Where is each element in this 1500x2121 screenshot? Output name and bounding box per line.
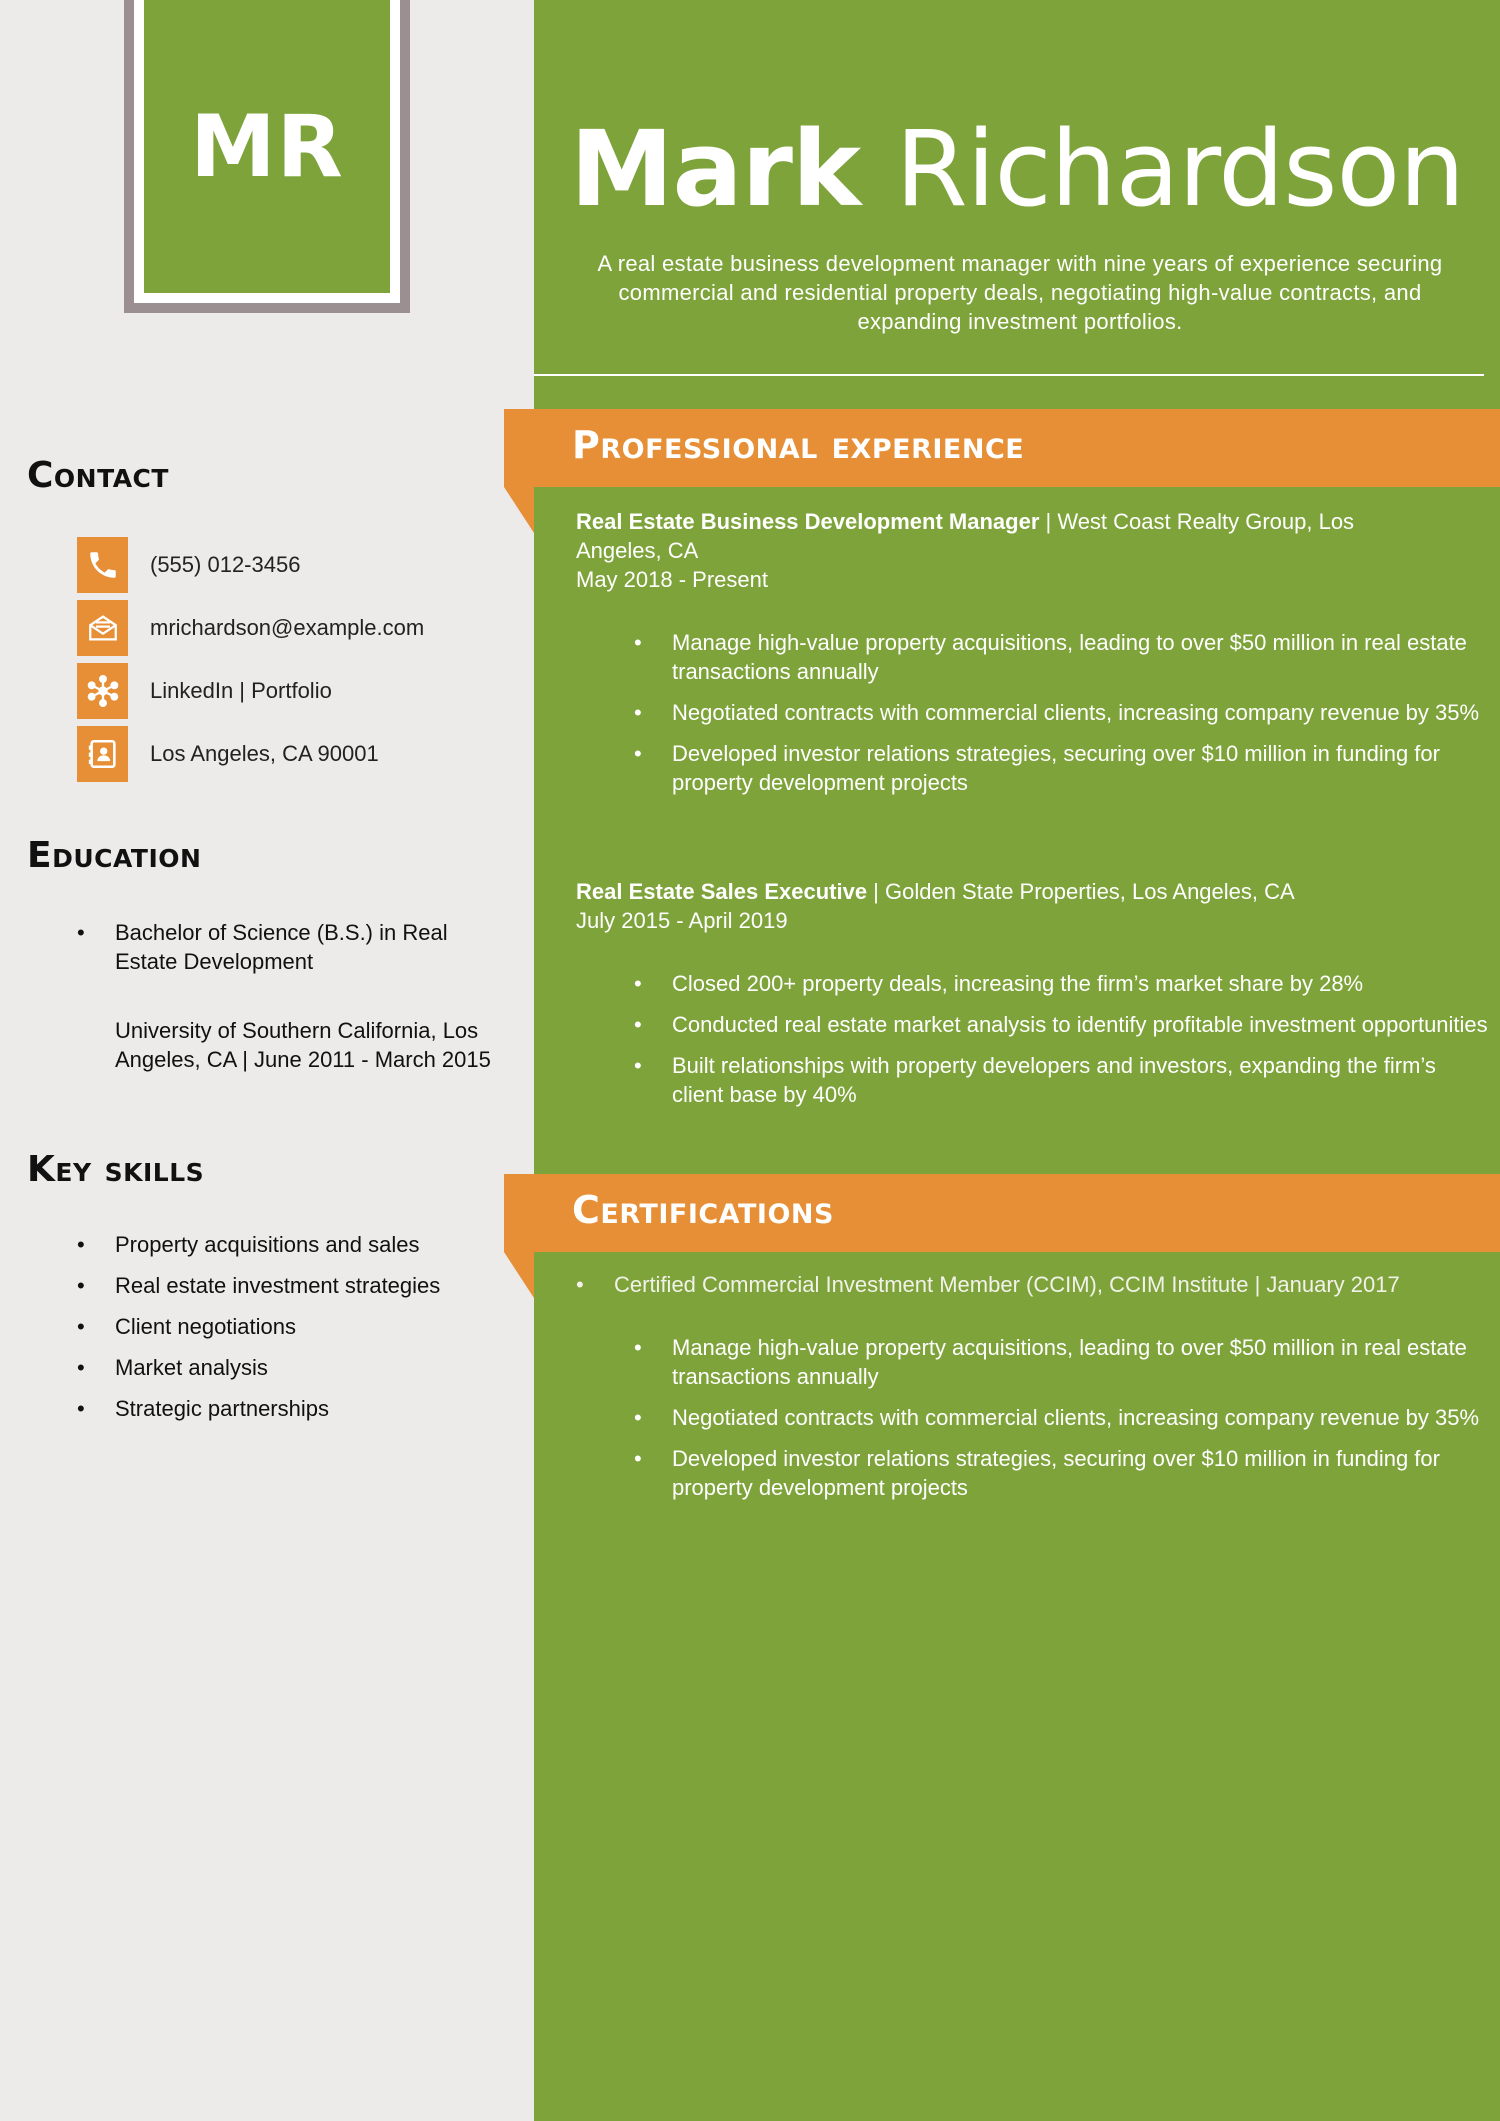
list-item: • Market analysis	[77, 1353, 497, 1382]
job-role: Real Estate Business Development Manager	[576, 509, 1040, 534]
education-list	[77, 918, 497, 976]
contact-phone	[77, 537, 517, 593]
job-company: | Golden State Properties, Los Angeles, CA	[867, 879, 1295, 904]
job-header	[576, 507, 1426, 594]
job-dates: July 2015 - April 2019	[576, 908, 788, 933]
list-item: • Negotiated contracts with commercial clients, increasing company revenue by 35%	[634, 1403, 1489, 1432]
monogram-box	[144, 0, 390, 293]
list-item: • Manage high-value property acquisitions, leading to over $50 million in real estate transactions annually	[634, 1333, 1489, 1391]
skills-heading: Key skills	[27, 1149, 205, 1190]
certification-item: • Certified Commercial Investment Member (CCIM), CCIM Institute | January 2017	[576, 1270, 1476, 1299]
certifications-banner	[504, 1174, 1500, 1252]
contact-address-text: Los Angeles, CA 90001	[150, 741, 379, 766]
experience-banner-fold	[504, 487, 534, 533]
job-company: | West Coast Realty Group, Los Angeles, CA	[576, 509, 1355, 563]
contact-email	[77, 600, 517, 656]
list-item: • Negotiated contracts with commercial clients, increasing company revenue by 35%	[634, 698, 1489, 727]
list-item: • Conducted real estate market analysis to identify profitable investment opportunities	[634, 1010, 1489, 1039]
last-name: Richardson	[895, 108, 1464, 230]
list-item: • Property acquisitions and sales	[77, 1230, 497, 1259]
certifications-banner-fold	[504, 1252, 534, 1298]
contact-address	[77, 726, 517, 782]
summary: A real estate business development manager with nine years of experience securing commercial and residential property deals, negotiating high-value contracts, and expanding investment portfolios.	[597, 251, 1443, 334]
job-bullets	[634, 628, 1489, 809]
contact-links-text[interactable]: LinkedIn | Portfolio	[150, 678, 332, 703]
network-icon	[77, 663, 128, 719]
job-role: Real Estate Sales Executive	[576, 879, 868, 904]
contact-list	[77, 537, 517, 789]
list-item: • Real estate investment strategies	[77, 1271, 497, 1300]
address-card-icon	[77, 726, 128, 782]
list-item: • Developed investor relations strategies, securing over $10 million in funding for property development projects	[634, 1444, 1489, 1502]
candidate-name	[534, 108, 1500, 230]
monogram: MR	[190, 96, 344, 197]
list-item: • Client negotiations	[77, 1312, 497, 1341]
job-bullets	[634, 969, 1489, 1121]
list-item: • Manage high-value property acquisitions, leading to over $50 million in real estate transactions annually	[634, 628, 1489, 686]
contact-email-text: mrichardson@example.com	[150, 615, 425, 640]
job-dates: May 2018 - Present	[576, 567, 768, 592]
monogram-frame	[124, 0, 410, 313]
phone-icon	[77, 537, 128, 593]
job-header	[576, 877, 1426, 935]
list-item: • Strategic partnerships	[77, 1394, 497, 1423]
certifications-heading: Certifications	[572, 1188, 834, 1232]
experience-heading: Professional experience	[572, 423, 1025, 467]
contact-links	[77, 663, 517, 719]
skills-list	[77, 1230, 497, 1435]
education-school: University of Southern California, Los Angeles, CA | June 2011 - March 2015	[115, 1018, 491, 1072]
header-divider	[534, 374, 1484, 376]
contact-heading: Contact	[27, 455, 169, 496]
envelope-icon	[77, 600, 128, 656]
contact-phone-text: (555) 012-3456	[150, 552, 301, 577]
education-heading: Education	[27, 835, 202, 876]
education-degree: • Bachelor of Science (B.S.) in Real Estate Development	[77, 918, 497, 976]
list-item: • Developed investor relations strategies, securing over $10 million in funding for property development projects	[634, 739, 1489, 797]
experience-banner	[504, 409, 1500, 487]
first-name: Mark	[570, 108, 861, 230]
list-item: • Closed 200+ property deals, increasing the firm’s market share by 28%	[634, 969, 1489, 998]
list-item: • Built relationships with property developers and investors, expanding the firm’s client base by 40%	[634, 1051, 1489, 1109]
certification-bullets	[634, 1333, 1489, 1514]
